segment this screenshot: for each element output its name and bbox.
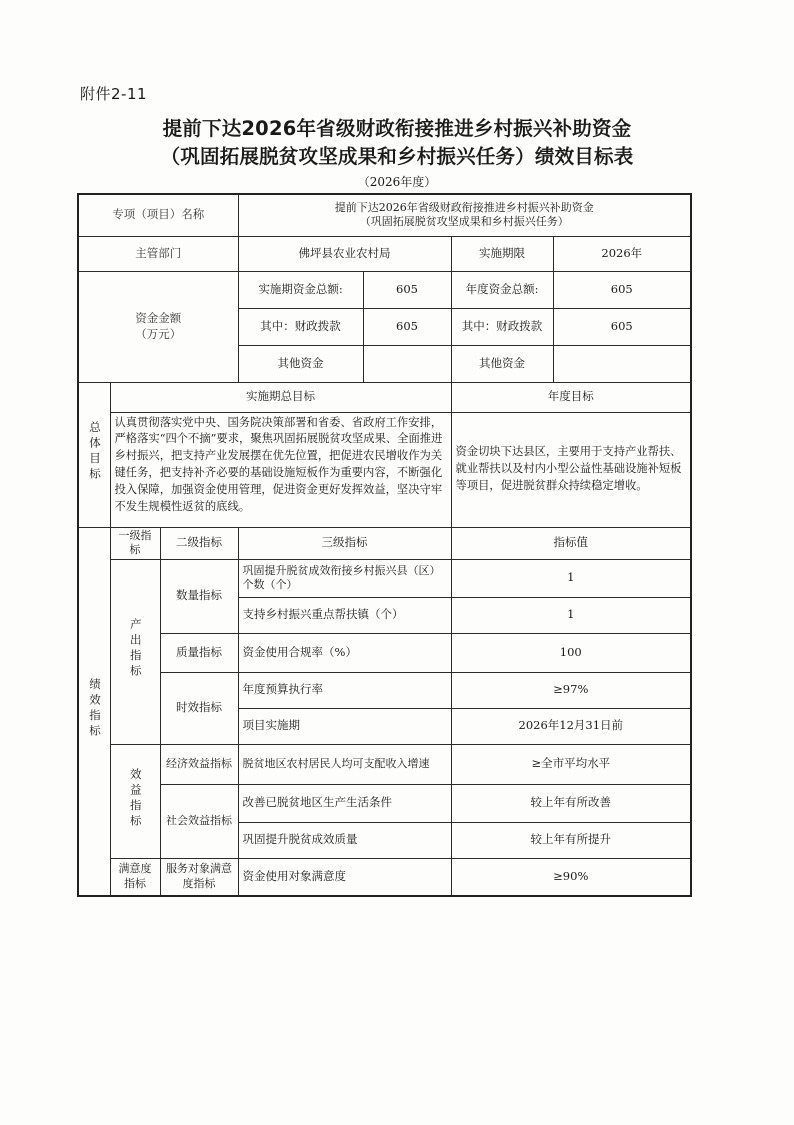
- quality-indicators-label: 质量指标: [160, 633, 238, 672]
- quantity-indicator-1: 巩固提升脱贫成效衔接乡村振兴县（区）个数（个）: [238, 559, 451, 597]
- social-indicators-label: 社会效益指标: [160, 784, 238, 858]
- quality-indicator-1-value: 100: [451, 633, 691, 672]
- indicators-label: [78, 527, 110, 896]
- dept-label: 主管部门: [78, 236, 238, 271]
- social-indicator-2-value: 较上年有所提升: [451, 822, 691, 858]
- economic-indicator-1-value: ≥全市平均水平: [451, 744, 691, 784]
- annual-goal-text: 资金切块下达县区，主要用于支持产业帮扶、就业帮扶以及村内小型公益性基础设施补短板等项目，促进脱贫群众持续稳定增收。: [451, 412, 691, 527]
- timeliness-indicator-1: 年度预算执行率: [238, 672, 451, 708]
- other-funds-label: 其他资金: [238, 345, 363, 382]
- satisfaction-indicators-label: 满意度指标: [110, 858, 160, 896]
- period-goal-header: 实施期总目标: [110, 382, 451, 412]
- social-indicator-1-value: 较上年有所改善: [451, 784, 691, 822]
- project-name-line-1: 提前下达2026年省级财政衔接推进乡村振兴补助资金: [334, 200, 594, 214]
- funds-label-line-1: 资金金额: [135, 310, 182, 325]
- title-line-1: 提前下达2026年省级财政衔接推进乡村振兴补助资金: [162, 117, 632, 140]
- annual-fiscal-value: 605: [553, 308, 691, 345]
- level2-header: 二级指标: [160, 527, 238, 559]
- total-funds-label: 实施期资金总额:: [238, 271, 363, 308]
- timeliness-indicator-2: 项目实施期: [238, 708, 451, 744]
- period-goal-text: [110, 412, 451, 527]
- year-label: （2026年度）: [357, 175, 437, 189]
- funds-label-line-2: （万元）: [135, 326, 182, 341]
- other-funds-value: [363, 345, 451, 382]
- project-name-line-2: （巩固拓展脱贫攻坚成果和乡村振兴任务）: [359, 215, 569, 229]
- quantity-indicator-2: 支持乡村振兴重点帮扶镇（个）: [238, 597, 451, 633]
- fiscal-funds-value: 605: [363, 308, 451, 345]
- satisfaction-indicator-1: 资金使用对象满意度: [238, 858, 451, 896]
- overall-goals-text: 总体目标: [88, 421, 102, 484]
- timeliness-indicator-2-value: 2026年12月31日前: [451, 708, 691, 744]
- economic-indicators-label: 经济效益指标: [160, 744, 238, 784]
- funds-label: [78, 271, 238, 382]
- quantity-indicator-2-value: 1: [451, 597, 691, 633]
- output-indicators-text: 产出指标: [128, 618, 143, 681]
- period-value: 2026年: [553, 236, 691, 271]
- annual-total-value: 605: [553, 271, 691, 308]
- indicators-text: 绩效指标: [88, 677, 102, 740]
- annual-other-value: [553, 345, 691, 382]
- annual-fiscal-label: 其中：财政拨款: [451, 308, 553, 345]
- quantity-indicator-1-value: 1: [451, 559, 691, 597]
- performance-target-table: [77, 193, 692, 897]
- value-header: 指标值: [451, 527, 691, 559]
- period-goal-paragraph: 认真贯彻落实党中央、国务院决策部署和省委、省政府工作安排，严格落实“四个不摘”要求，聚焦巩固拓展脱贫攻坚成果、全面推进乡村振兴，把支持产业发展摆在优先位置，把促进农民增收作为关键任务，把支持补齐必要的基础设施短板作为重要内容，不断强化投入保障，加强资金使用管理，促进资金更好发挥效益，坚决守牢不发生规模性返贫的底线。: [114, 415, 443, 514]
- annual-other-label: 其他资金: [451, 345, 553, 382]
- annual-goal-header: 年度目标: [451, 382, 691, 412]
- timeliness-indicators-label: 时效指标: [160, 672, 238, 744]
- level3-header: 三级指标: [238, 527, 451, 559]
- dept-value: 佛坪县农业农村局: [238, 236, 451, 271]
- project-name-label: 专项（项目）名称: [78, 194, 238, 236]
- quantity-indicators-label: 数量指标: [160, 559, 238, 633]
- economic-indicator-1: 脱贫地区农村居民人均可支配收入增速: [238, 744, 451, 784]
- overall-goals-label: [78, 382, 110, 527]
- social-indicator-1: 改善已脱贫地区生产生活条件: [238, 784, 451, 822]
- service-satisfaction-label: 服务对象满意度指标: [160, 858, 238, 896]
- attachment-number: 附件2-11: [80, 85, 148, 103]
- period-label: 实施期限: [451, 236, 553, 271]
- total-funds-value: 605: [363, 271, 451, 308]
- output-indicators-label: [110, 559, 160, 744]
- satisfaction-indicator-1-value: ≥90%: [451, 858, 691, 896]
- quality-indicator-1: 资金使用合规率（%）: [238, 633, 451, 672]
- benefit-indicators-label: [110, 744, 160, 858]
- fiscal-funds-label: 其中：财政拨款: [238, 308, 363, 345]
- annual-total-label: 年度资金总额:: [451, 271, 553, 308]
- title-line-2: （巩固拓展脱贫攻坚成果和乡村振兴任务）绩效目标表: [160, 145, 634, 168]
- level1-header: 一级指标: [110, 527, 160, 559]
- project-name-value: [238, 194, 691, 236]
- timeliness-indicator-1-value: ≥97%: [451, 672, 691, 708]
- benefit-indicators-text: 效益指标: [128, 767, 143, 830]
- social-indicator-2: 巩固提升脱贫成效质量: [238, 822, 451, 858]
